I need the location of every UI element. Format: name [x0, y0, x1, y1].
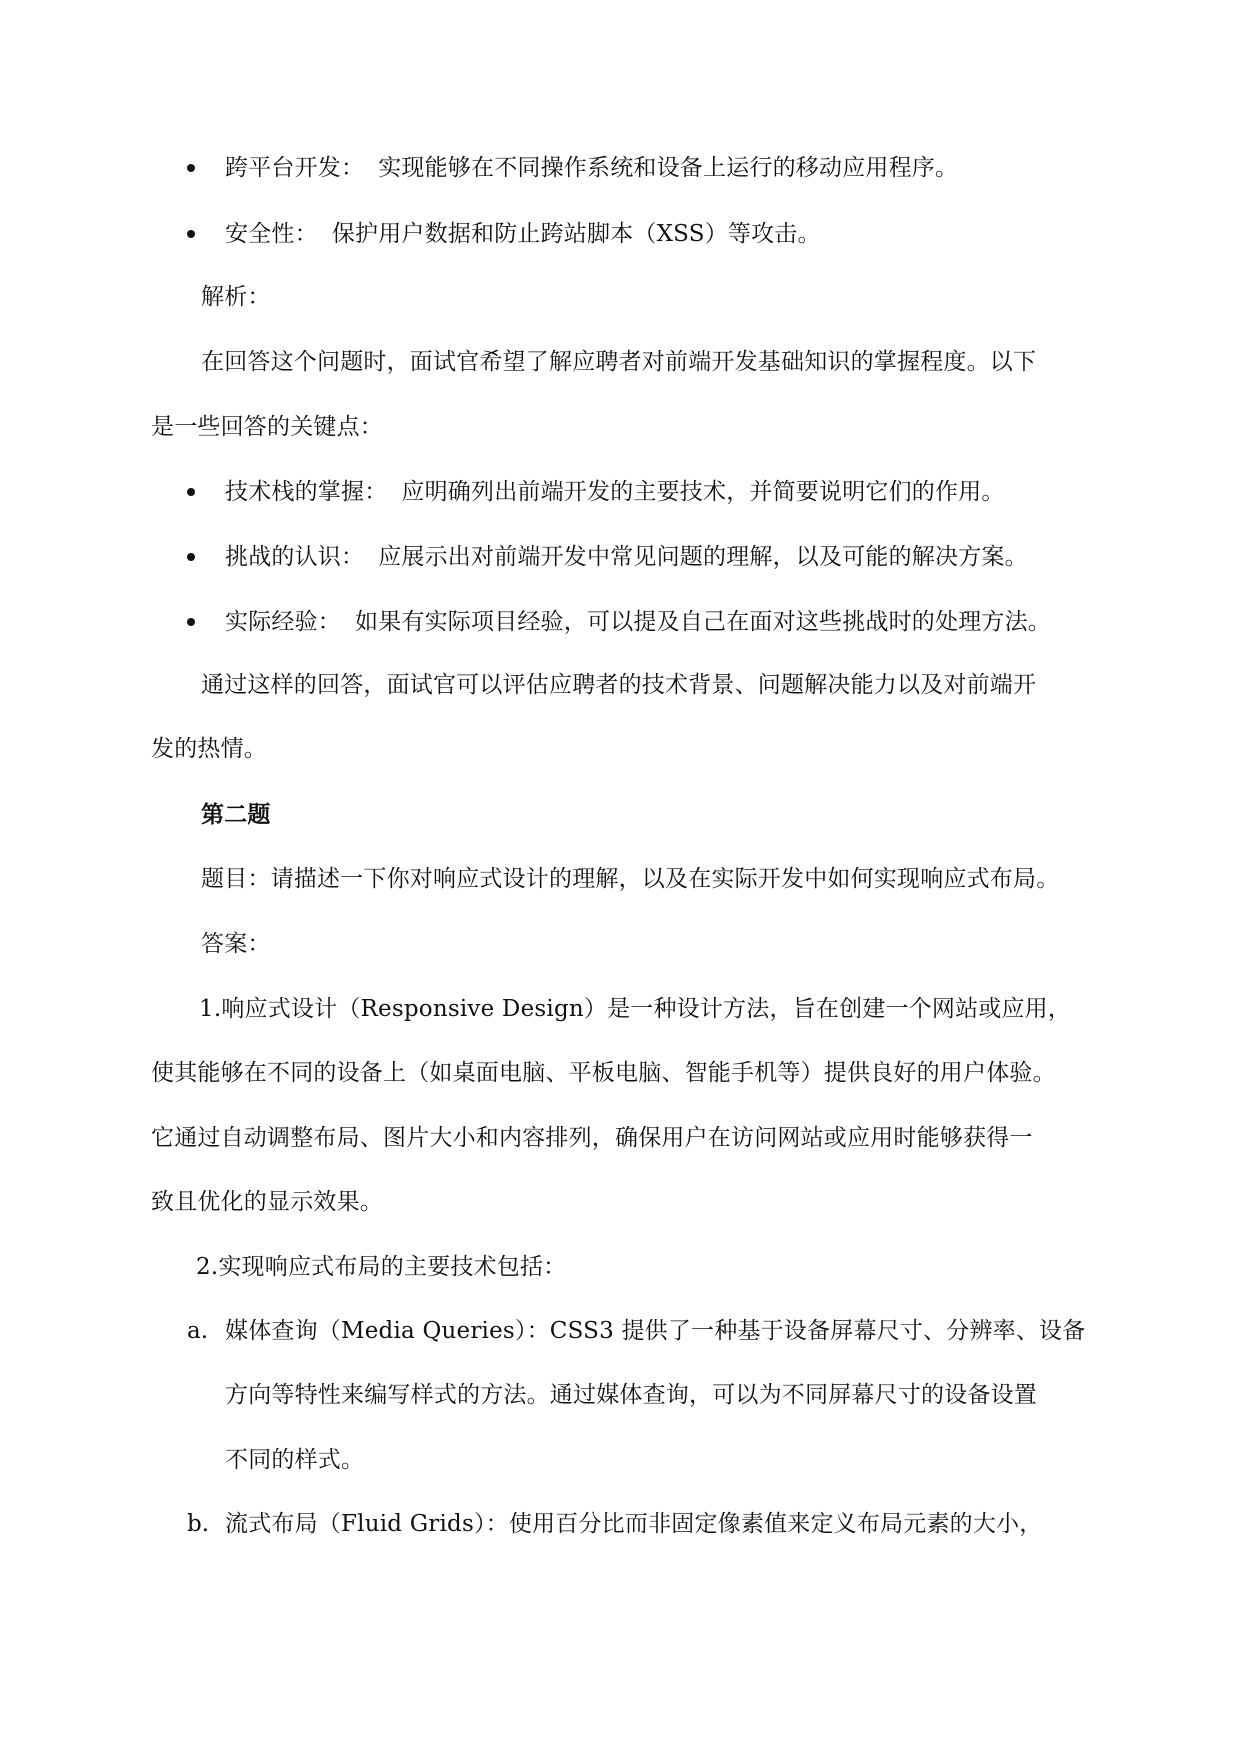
key-point-text: 如果有实际项目经验，可以提及自己在面对这些挑战时的处理方法。	[355, 609, 1051, 635]
bullet-label: 安全性：	[225, 221, 318, 247]
tech-item-a-line-3: 不同的样式。	[225, 1447, 365, 1473]
key-point-text: 应展示出对前端开发中常见问题的理解，以及可能的解决方案。	[378, 544, 1028, 570]
tech-item-a-line-1: 媒体查询（Media Queries）：CSS3 提供了一种基于设备屏幕尺寸、分辨率、设备	[225, 1318, 1086, 1344]
tech-item-b-line-1: 流式布局（Fluid Grids）：使用百分比而非固定像素值来定义布局元素的大小，	[225, 1511, 1043, 1537]
bullet-text: 实现能够在不同操作系统和设备上运行的移动应用程序。	[378, 155, 959, 181]
bullet-text: 保护用户数据和防止跨站脚本（XSS）等攻击。	[331, 221, 821, 247]
bullet-label: 跨平台开发：	[225, 155, 365, 181]
answer-paragraph-1-line-4: 致且优化的显示效果。	[151, 1189, 383, 1215]
key-point-label: 技术栈的掌握：	[225, 479, 388, 505]
answer-heading: 答案：	[201, 931, 271, 957]
analysis-heading: 解析：	[201, 284, 271, 310]
bullet-dot	[187, 164, 195, 172]
conclusion-line-1: 通过这样的回答，面试官可以评估应聘者的技术背景、问题解决能力以及对前端开	[201, 672, 1037, 698]
bullet-dot	[187, 230, 195, 238]
bullet-dot	[187, 488, 195, 496]
bullet-item-cross-platform	[225, 153, 958, 183]
key-point-label: 实际经验：	[225, 609, 341, 635]
key-point-tech-stack	[225, 477, 1005, 507]
question-2-heading: 第二题	[201, 802, 271, 828]
key-point-experience	[225, 607, 1051, 637]
bullet-dot	[187, 553, 195, 561]
list-marker-b: b.	[187, 1511, 210, 1537]
key-point-text: 应明确列出前端开发的主要技术，并简要说明它们的作用。	[401, 479, 1005, 505]
tech-item-a-line-2: 方向等特性来编写样式的方法。通过媒体查询，可以为不同屏幕尺寸的设备设置	[225, 1382, 1037, 1408]
key-point-label: 挑战的认识：	[225, 544, 365, 570]
answer-paragraph-2: 2.实现响应式布局的主要技术包括：	[196, 1254, 567, 1280]
answer-paragraph-1-line-3: 它通过自动调整布局、图片大小和内容排列，确保用户在访问网站或应用时能够获得一	[151, 1125, 1033, 1151]
analysis-intro-line-1: 在回答这个问题时，面试官希望了解应聘者对前端开发基础知识的掌握程度。以下	[201, 349, 1037, 375]
list-marker-a: a.	[187, 1318, 209, 1344]
answer-paragraph-1-line-1: 1.响应式设计（Responsive Design）是一种设计方法，旨在创建一个网站或应用，	[199, 996, 1072, 1022]
question-2-prompt: 题目：请描述一下你对响应式设计的理解，以及在实际开发中如何实现响应式布局。	[201, 866, 1060, 892]
bullet-dot	[187, 618, 195, 626]
analysis-intro-line-2: 是一些回答的关键点：	[151, 414, 383, 440]
conclusion-line-2: 发的热情。	[151, 736, 267, 762]
answer-paragraph-1-line-2: 使其能够在不同的设备上（如桌面电脑、平板电脑、智能手机等）提供良好的用户体验。	[151, 1060, 1056, 1086]
key-point-challenges	[225, 542, 1028, 572]
bullet-item-security	[225, 219, 821, 249]
